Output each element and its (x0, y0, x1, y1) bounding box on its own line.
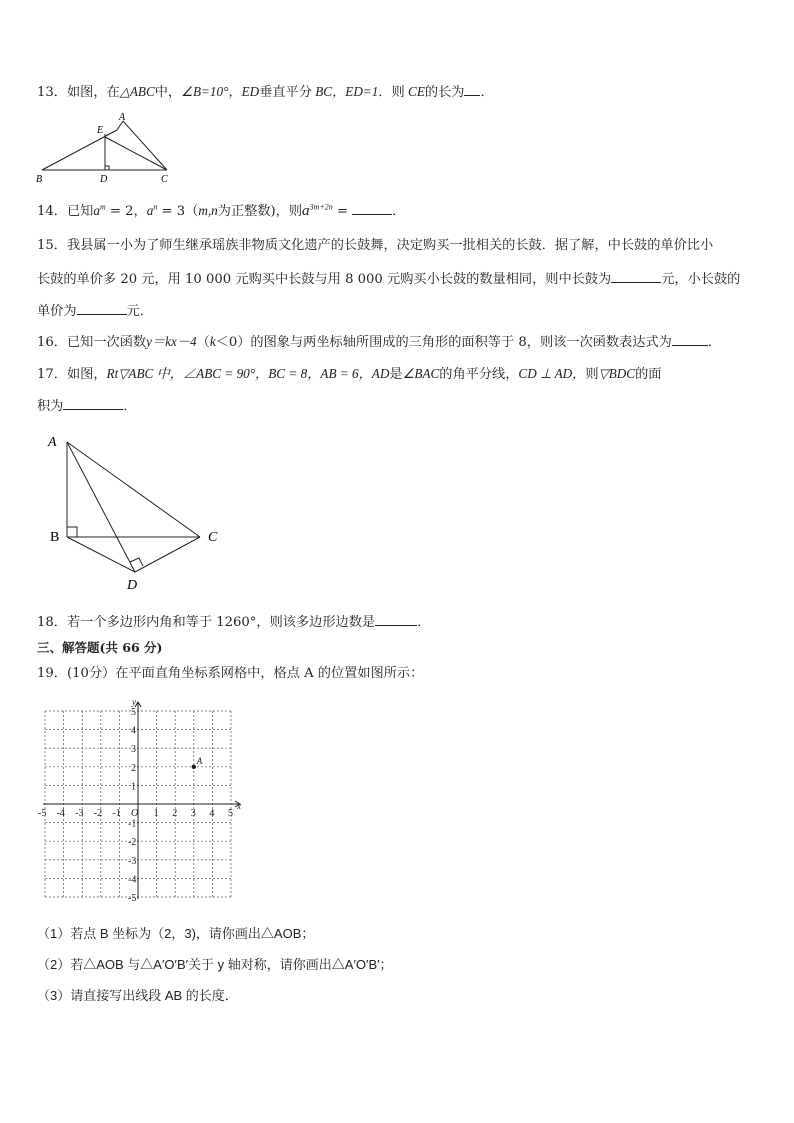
q15-line1: 15．我县属一小为了师生继承瑶族非物质文化遗产的长鼓舞，决定购买一批相关的长鼓．据了解，中长鼓的单价比小 (37, 238, 714, 253)
q18-text: 18．若一个多边形内角和等于 1260°，则该多边形边数是 ． (37, 615, 431, 630)
y-tick-label: -3 (128, 855, 137, 867)
q13-answer-blank (464, 83, 480, 96)
y-tick-label: 5 (131, 707, 136, 718)
y-tick-label: 4 (131, 725, 136, 737)
q13-label-b: B (36, 174, 43, 185)
section-heading: 三、解答题(共 66 分) (37, 640, 163, 655)
point-a (192, 765, 196, 769)
x-tick-label: 5 (228, 808, 233, 819)
x-tick-label: 2 (172, 808, 178, 819)
q13-label-e: E (97, 125, 104, 136)
x-tick-label: -3 (75, 808, 84, 819)
x-tick-label: -5 (38, 808, 47, 819)
y-tick-label: 1 (131, 781, 136, 793)
q18-answer-blank (375, 613, 417, 626)
q19-part2: （2）若△AOB 与△A′O′B′关于 y 轴对称，请你画出△A′O′B′； (37, 957, 393, 972)
q14-answer-blank (352, 202, 392, 215)
q15-line2: 长鼓的单价多 20 元，用 10 000 元购买中长鼓与用 8 000 元购买小长鼓的数量相同，则中长鼓为 元，小长鼓的 (37, 272, 741, 287)
q17-label-d: D (127, 578, 138, 593)
q15-answer-blank-2 (77, 302, 127, 315)
q14-text: 14．已知$a^m = 2$，$a^n = 3(m,n$为正整数)，则$a^{3m+2n}$ = ． (37, 202, 406, 219)
q17-answer-blank (63, 397, 123, 410)
x-tick-label: 4 (209, 808, 215, 819)
q17-line1: 17．如图，Rt▽ABC 中，∠ABC = 90°，BC = 8，AB = 6，AD是∠BAC的角平分线，CD ⊥ AD，则▽BDC的面 (37, 366, 662, 382)
y-tick-label: -5 (128, 893, 137, 904)
x-tick-label: -2 (93, 808, 103, 819)
q13-text: 13．如图，在△ABC中，∠B=10°，ED垂直平分 BC，ED=1．则 CE的长为 ． (37, 84, 494, 100)
q19-grid-figure (38, 697, 258, 904)
q17-figure (45, 430, 245, 595)
x-tick-label: O (131, 808, 139, 819)
q16-answer-blank (672, 333, 708, 346)
x-axis-label: x (237, 801, 241, 811)
x-tick-label: -1 (112, 808, 121, 819)
q17-label-c: C (208, 530, 218, 545)
y-tick-label: 3 (131, 744, 136, 756)
q19-part1: （1）若点 B 坐标为（2，3)，请你画出△AOB； (37, 926, 315, 941)
y-tick-label: 2 (131, 762, 136, 774)
y-tick-label: -1 (128, 818, 137, 830)
q15-line3: 单价为 元． (37, 304, 153, 319)
point-a-label: A (196, 755, 203, 766)
y-tick-label: -4 (128, 874, 137, 886)
q19-intro: 19．(10分）在平面直角坐标系网格中，格点 A 的位置如图所示： (37, 666, 424, 681)
q17-label-b: B (50, 530, 60, 545)
q17-label-a: A (48, 435, 57, 450)
x-tick-label: 3 (190, 808, 196, 819)
q15-answer-blank-1 (611, 270, 661, 283)
y-tick-label: -2 (128, 837, 137, 849)
q13-label-c: C (161, 174, 168, 185)
q16-text: 16．已知一次函数y＝kx－4（k＜0）的图象与两坐标轴所围成的三角形的面积等于 8，则该一次函数表达式为 ． (37, 334, 722, 350)
q13-label-d: D (100, 174, 108, 185)
x-tick-label: -4 (56, 808, 65, 819)
q13-figure (33, 112, 173, 184)
y-axis-label: y (132, 697, 136, 707)
q19-part3: （3）请直接写出线段 AB 的长度． (37, 988, 238, 1003)
x-tick-label: 1 (153, 808, 159, 819)
q13-label-a: A (119, 112, 126, 123)
q17-line2: 积为 ． (37, 399, 137, 414)
